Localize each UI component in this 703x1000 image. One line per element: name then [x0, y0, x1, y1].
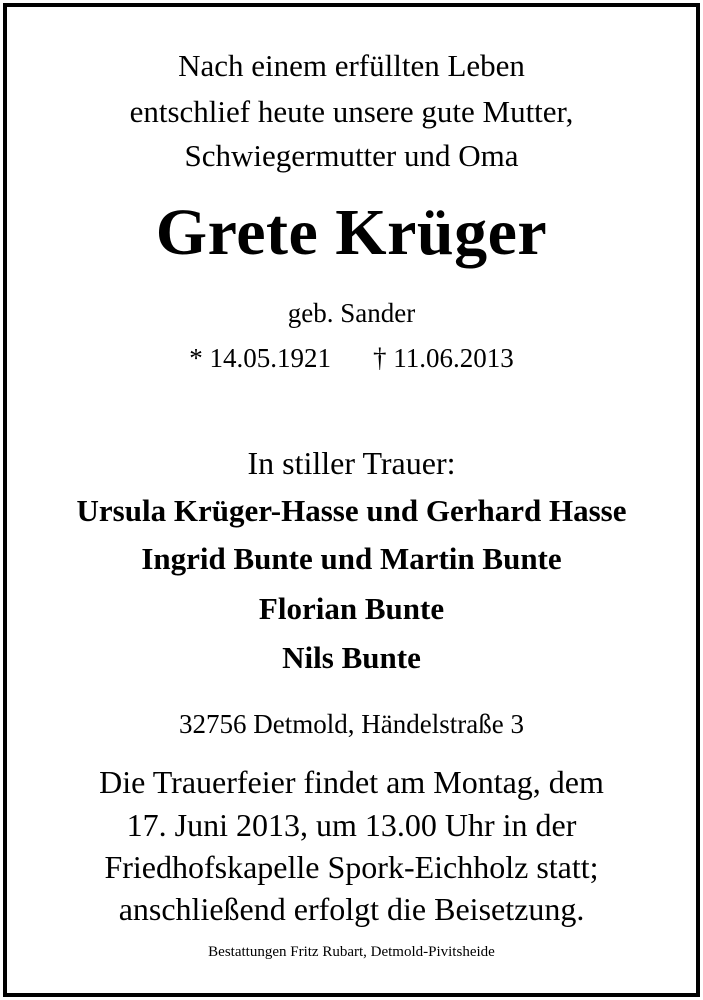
- deceased-name: Grete Krüger: [155, 196, 548, 269]
- mourner-2: Ingrid Bunte und Martin Bunte: [141, 541, 562, 576]
- maiden-name: geb. Sander: [287, 298, 416, 328]
- service-line-2: 17. Juni 2013, um 13.00 Uhr in der: [126, 807, 577, 843]
- mourning-label: In stiller Trauer:: [247, 445, 456, 481]
- mourner-1: Ursula Krüger-Hasse und Gerhard Hasse: [76, 493, 627, 528]
- service-line-4: anschließend erfolgt die Beisetzung.: [118, 891, 585, 927]
- life-dates: [0, 345, 703, 372]
- death-date: † 11.06.2013: [373, 343, 514, 373]
- mourner-4: Nils Bunte: [282, 640, 421, 675]
- intro-line-2: entschlief heute unsere gute Mutter,: [129, 94, 574, 129]
- intro-line-1: Nach einem erfüllten Leben: [178, 48, 525, 83]
- mourner-3: Florian Bunte: [258, 591, 445, 626]
- birth-date: * 14.05.1921: [189, 343, 331, 373]
- service-line-3: Friedhofskapelle Spork-Eichholz statt;: [104, 849, 599, 885]
- family-address: 32756 Detmold, Händelstraße 3: [179, 709, 524, 739]
- intro-line-3: Schwiegermutter und Oma: [184, 138, 519, 173]
- undertaker-credit: Bestattungen Fritz Rubart, Detmold-Pivitsheide: [208, 944, 495, 960]
- service-line-1: Die Trauerfeier findet am Montag, dem: [99, 764, 604, 800]
